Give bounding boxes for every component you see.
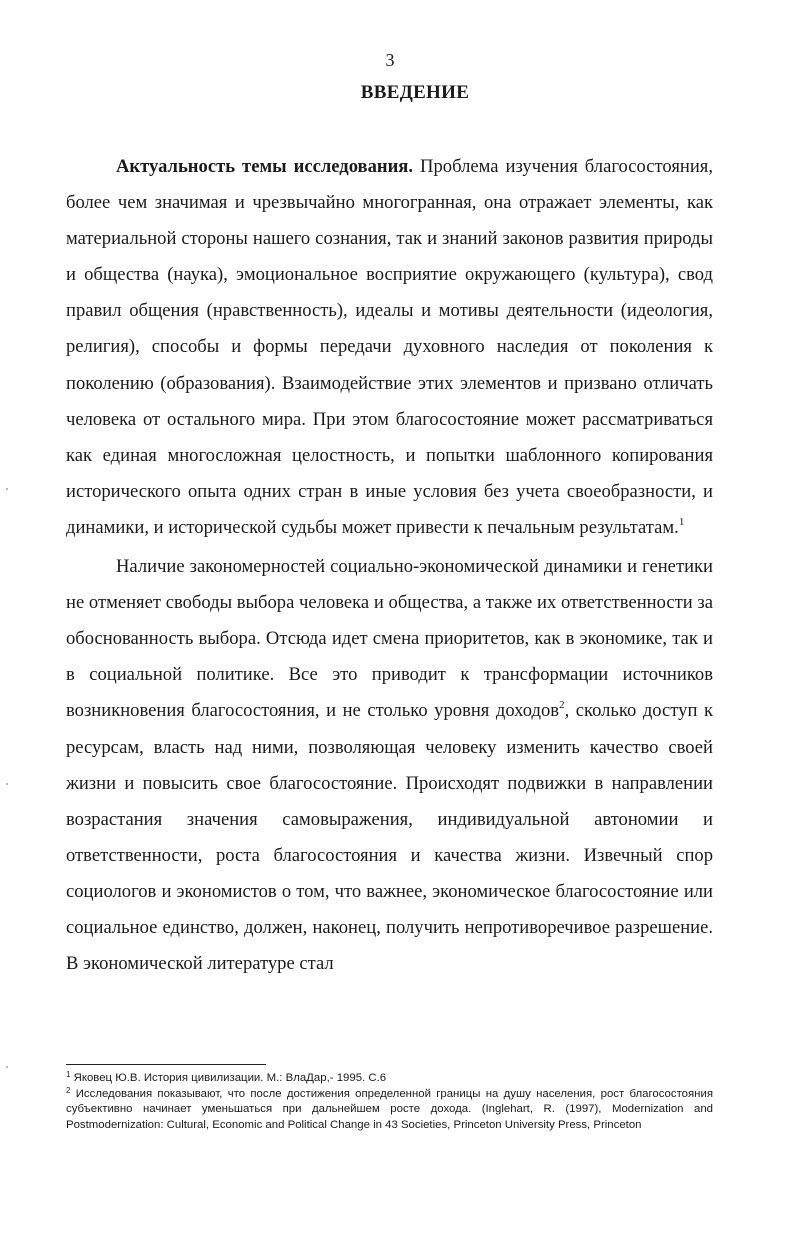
- page-title: ВВЕДЕНИЕ: [360, 82, 470, 103]
- footnote-text-1: Яковец Ю.В. История цивилизации. М.: ВлаДар,- 1995. С.6: [73, 1072, 387, 1084]
- footnote-ref-2: 2: [559, 699, 565, 712]
- footnote-text-2: Исследования показывают, что после достижения определенной границы на душу населения, рост благосостояния субъективно начинает уменьшаться при дальнейшем росте дохода. (Inglehart, R. (1997), Modernization and Postmodernization: Cultural, Economic and Political Change in 43 Societies, Princeton University Press, Princeton: [66, 1087, 713, 1131]
- paragraph-1: [66, 149, 713, 546]
- paragraph-1-text: Проблема изучения благосостояния, более чем значимая и чрезвычайно многогранная, она отражает элементы, как материальной стороны нашего сознания, так и знаний законов развития природы и общества (наука), эмоциональное восприятие окружающего (культура), свод правил общения (нравственность), идеалы и мотивы деятельности (идеология, религия), способы и формы передачи духовного наследия от поколения к поколению (образования). Взаимодействие этих элементов и призвано отличать человека от остального мира. При этом благосостояние может рассматриваться как единая многосложная целостность, и попытки шаблонного копирования исторического опыта одних стран в иные условия без учета своеобразности, и динамики, и исторической судьбы может привести к печальным результатам.: [66, 156, 713, 538]
- scan-speck: [6, 1066, 8, 1068]
- paragraph-2-text-end: , сколько доступ к ресурсам, власть над ними, позволяющая человеку изменить качество своей жизни и повысить свое благосостояние. Происходят подвижки в направлении возрастания значения самовыражения, индивидуальной автономии и ответственности, роста благосостояния и качества жизни. Извечный спор социологов и экономистов о том, что важнее, экономическое благосостояние или социальное единство, должен, наконец, получить непротиворечивое разрешение. В экономической литературе стал: [66, 700, 713, 975]
- footnotes: [66, 1071, 713, 1133]
- footnote-ref-1: 1: [678, 515, 685, 528]
- page-number: 3: [385, 50, 395, 70]
- paragraph-2: [66, 549, 713, 982]
- scan-speck: [6, 488, 8, 490]
- footnote-1: [66, 1071, 713, 1087]
- paragraph-2-text-start: Наличие закономерностей социально-экономической динамики и генетики не отменяет свободы выбора человека и общества, а также их ответственности за обоснованность выбора. Отсюда идет смена приоритетов, как в экономике, так и в социальной политике. Все это приводит к трансформации источников возникновения благосостояния, и не столько уровня доходов: [66, 556, 713, 722]
- footnote-marker-2: 2: [66, 1085, 71, 1095]
- footnote-marker-1: 1: [66, 1070, 71, 1079]
- paragraph-lead: Актуальность темы исследования.: [116, 156, 414, 177]
- scan-speck: [6, 783, 8, 785]
- footnote-divider: [66, 1064, 266, 1065]
- footnote-2: [66, 1087, 713, 1134]
- body-text: [66, 149, 713, 982]
